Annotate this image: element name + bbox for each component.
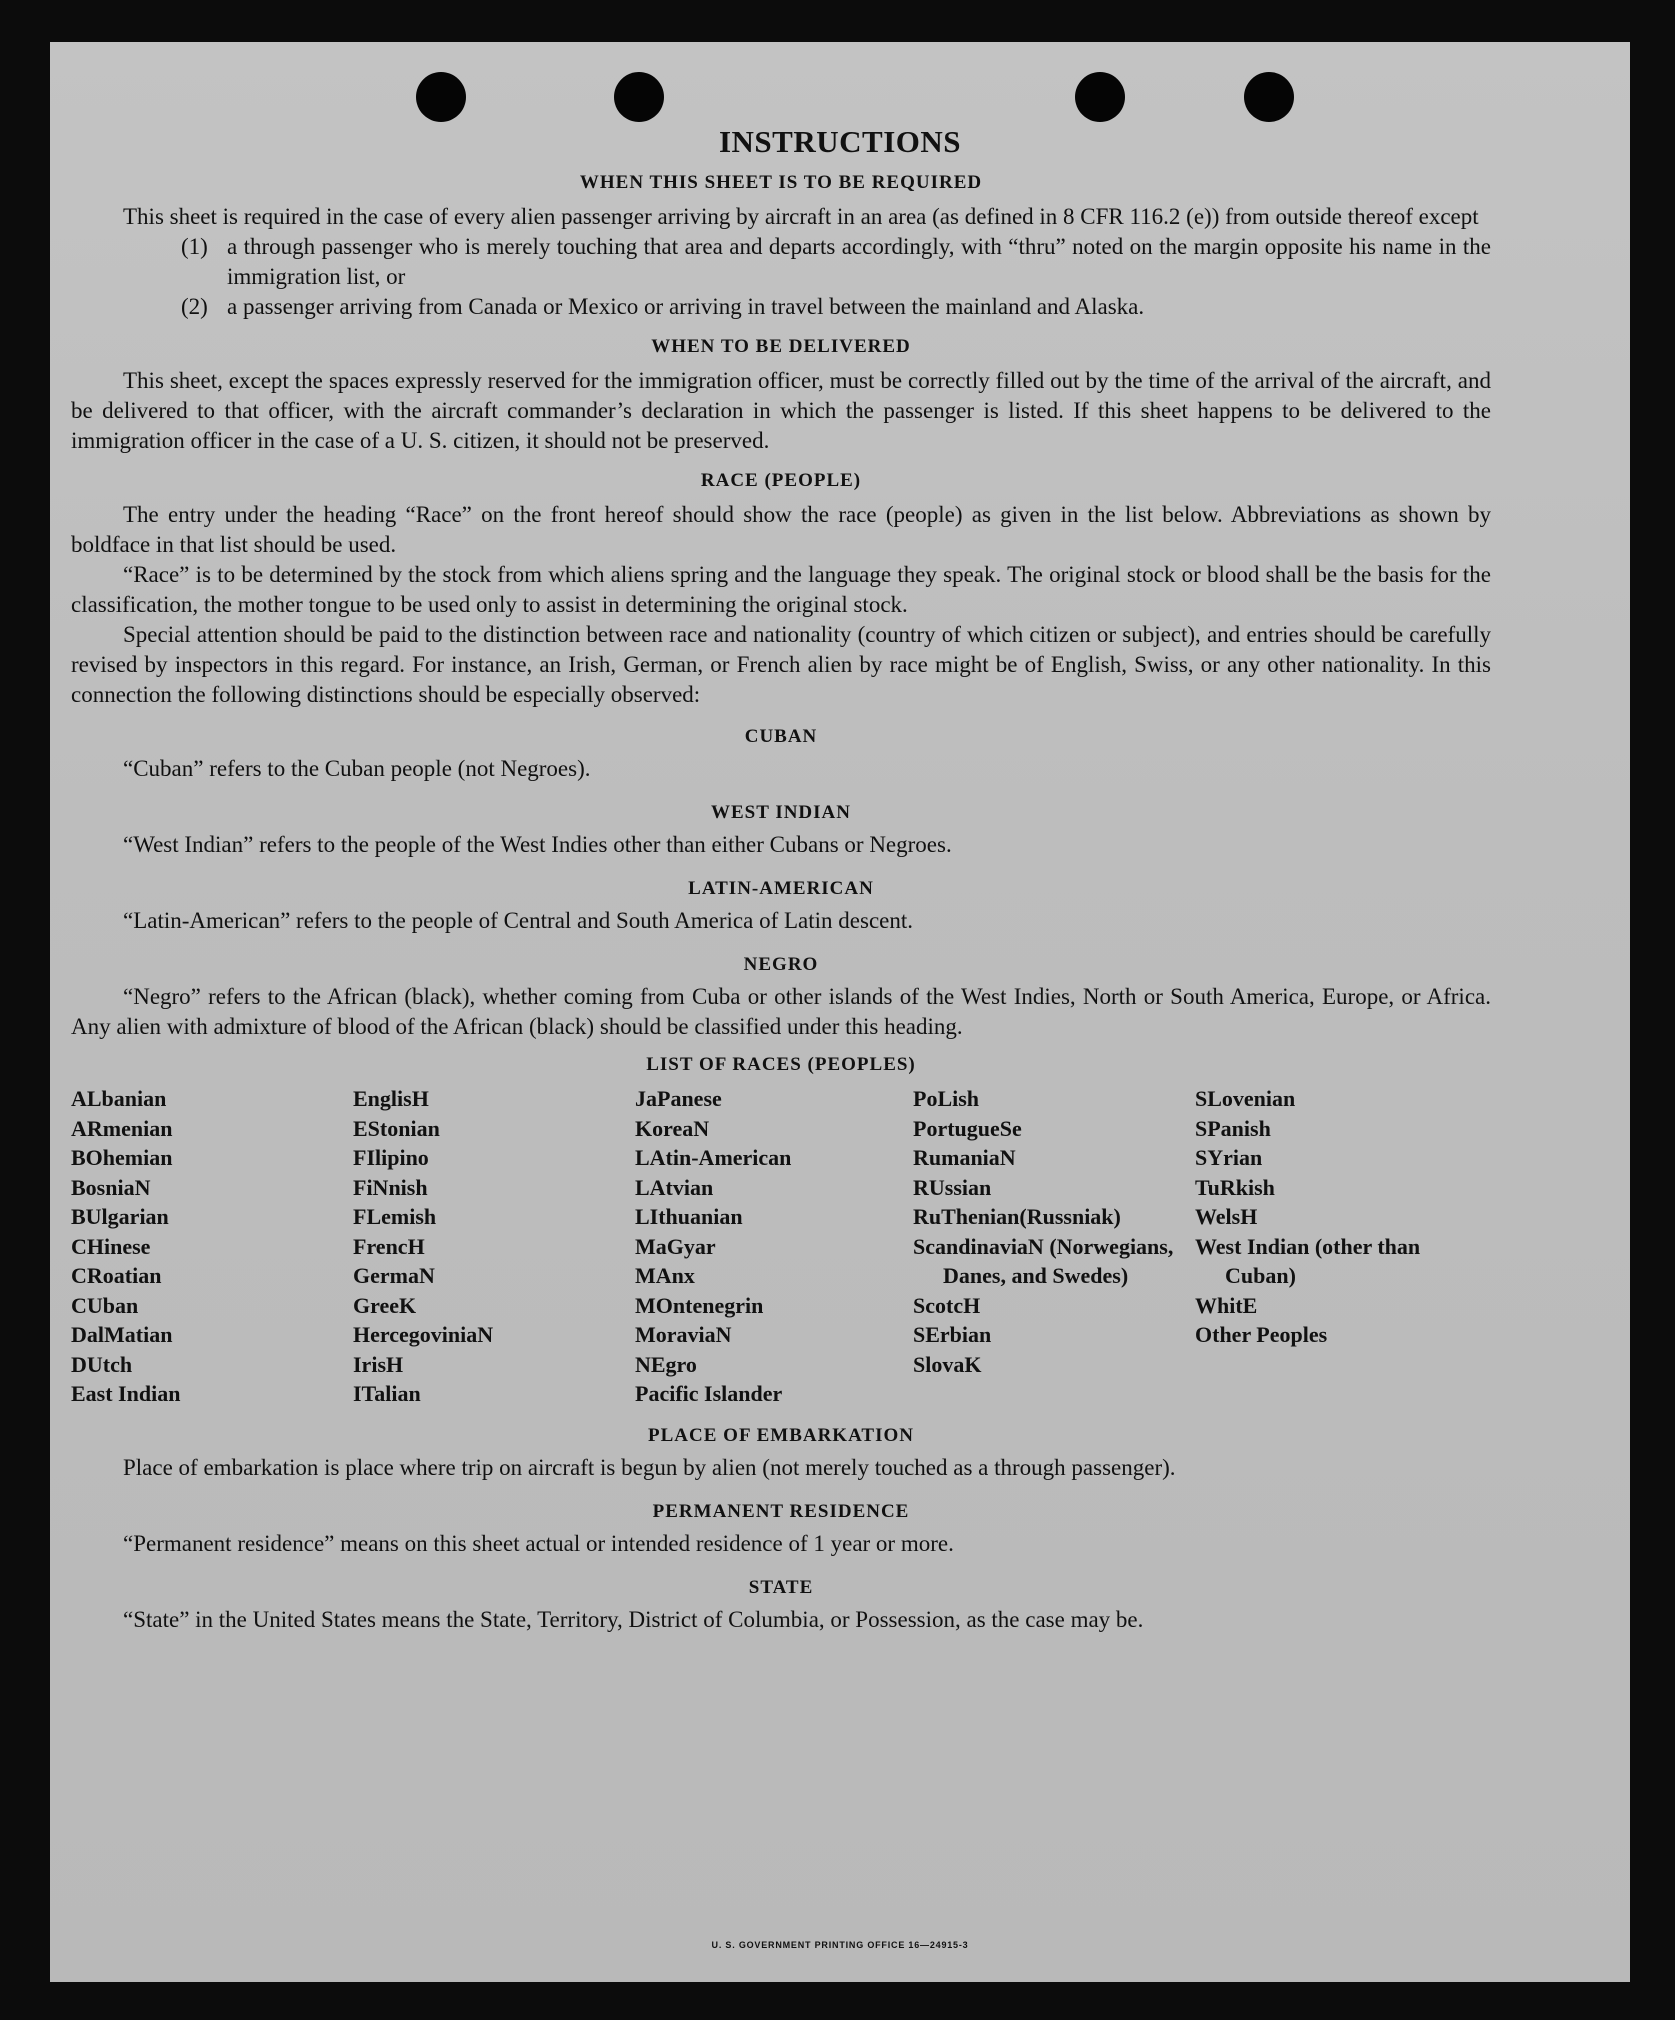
- item-number: (1): [181, 234, 208, 259]
- heading-latin-american: LATIN-AMERICAN: [688, 878, 874, 899]
- latin-american-text: “Latin-American” refers to the people of Central and South America of Latin descent.: [123, 908, 913, 933]
- race-item: LIthuanian: [635, 1204, 743, 1229]
- negro-text: “Negro” refers to the African (black), whether coming from Cuba or other islands of the West Indies, North or South America, Europe, or Africa. Any alien with admixture of blood of the African (black) should be classified under this heading.: [71, 984, 1491, 1039]
- race-paragraph-3: Special attention should be paid to the distinction between race and nationality (country of which citizen or subject), and entries should be carefully revised by inspectors in this regard. For instance, an Irish, German, or French alien by race might be of English, Swiss, or any other nationality. In this connection the following distinctions should be especially observed:: [71, 622, 1491, 707]
- race-item: West Indian (other than Cuban): [1195, 1233, 1421, 1288]
- race-item: LAtin-American: [635, 1145, 792, 1170]
- race-item: GreeK: [353, 1292, 417, 1318]
- race-item: HercegoviniaN: [353, 1322, 494, 1347]
- race-item: CUban: [71, 1292, 139, 1318]
- heading-west-indian: WEST INDIAN: [711, 802, 851, 823]
- race-item: SYrian: [1195, 1145, 1263, 1170]
- cuban-text: “Cuban” refers to the Cuban people (not Negroes).: [123, 756, 591, 781]
- race-item: ALbanian: [71, 1086, 167, 1111]
- race-item: RuThenian(Russniak): [913, 1204, 1121, 1229]
- state-text: “State” in the United States means the State, Territory, District of Columbia, or Possession, as the case may be.: [123, 1606, 1144, 1632]
- race-item: SPanish: [1195, 1115, 1271, 1141]
- item-number: (2): [181, 294, 208, 319]
- race-item: RUssian: [913, 1174, 992, 1200]
- race-column: [71, 1084, 353, 1409]
- race-item: EStonian: [353, 1115, 440, 1141]
- race-item: WelsH: [1195, 1204, 1258, 1229]
- race-item: MOntenegrin: [635, 1292, 764, 1318]
- race-item: TuRkish: [1195, 1174, 1275, 1200]
- race-item: PoLish: [913, 1086, 980, 1111]
- race-column: [635, 1084, 913, 1409]
- required-intro: This sheet is required in the case of every alien passenger arriving by aircraft in an area (as defined in 8 CFR 116.2 (e)) from outside thereof except: [123, 204, 1479, 229]
- heading-permanent-residence: PERMANENT RESIDENCE: [652, 1500, 910, 1522]
- punch-hole: [1075, 72, 1125, 122]
- races-list: [71, 1084, 1491, 1409]
- race-item: FrencH: [353, 1233, 425, 1259]
- race-item: FLemish: [353, 1204, 437, 1229]
- race-item: East Indian: [71, 1381, 181, 1406]
- heading-cuban: CUBAN: [744, 726, 818, 747]
- race-item: RumaniaN: [913, 1145, 1016, 1170]
- embarkation-text: Place of embarkation is place where trip on aircraft is begun by alien (not merely touched as a through passenger).: [123, 1454, 1176, 1480]
- race-item: FiNnish: [353, 1174, 428, 1200]
- delivered-text: This sheet, except the spaces expressly reserved for the immigration officer, must be correctly filled out by the time of the arrival of the aircraft, and be delivered to that officer, with the aircraft commander’s declaration in which the passenger is listed. If this sheet happens to be delivered to the immigration officer in the case of a U. S. citizen, it should not be preserved.: [71, 368, 1491, 453]
- race-item: SErbian: [913, 1322, 992, 1347]
- race-item: JaPanese: [635, 1086, 722, 1111]
- race-paragraph-2: “Race” is to be determined by the stock from which aliens spring and the language they speak. The original stock or blood shall be the basis for the classification, the mother tongue to be used only to assist in determining the original stock.: [71, 562, 1491, 617]
- instructions-body: [71, 168, 1491, 1635]
- race-item: LAtvian: [635, 1174, 714, 1200]
- race-column: [913, 1084, 1195, 1409]
- race-paragraph-1: The entry under the heading “Race” on the front hereof should show the race (people) as given in the list below. Abbreviations as shown by boldface in that list should be used.: [71, 502, 1491, 557]
- residence-text: “Permanent residence” means on this sheet actual or intended residence of 1 year or more.: [123, 1530, 954, 1556]
- heading-when-delivered: WHEN TO BE DELIVERED: [651, 336, 911, 357]
- heading-race: RACE (PEOPLE): [700, 470, 862, 491]
- race-item: ITalian: [353, 1381, 421, 1406]
- race-item: BOhemian: [71, 1145, 173, 1170]
- heading-list-of-races: LIST OF RACES (PEOPLES): [646, 1054, 916, 1075]
- race-item: BUlgarian: [71, 1204, 169, 1229]
- printing-office-footer: U. S. GOVERNMENT PRINTING OFFICE 16—24915-3: [711, 1940, 969, 1950]
- race-item: DalMatian: [71, 1322, 173, 1347]
- exception-list: [181, 232, 1491, 322]
- race-item: KoreaN: [635, 1115, 710, 1141]
- race-column: [1195, 1084, 1485, 1409]
- race-item: DUtch: [71, 1351, 133, 1377]
- west-indian-text: “West Indian” refers to the people of the West Indies other than either Cubans or Negroes.: [123, 832, 952, 857]
- race-item: GermaN: [353, 1263, 435, 1288]
- punch-hole: [1244, 72, 1294, 122]
- race-item: Other Peoples: [1195, 1322, 1328, 1347]
- heading-embarkation: PLACE OF EMBARKATION: [648, 1424, 914, 1446]
- race-item: MoraviaN: [635, 1322, 732, 1347]
- item-text: a through passenger who is merely touching that area and departs accordingly, with “thru” noted on the margin opposite his name in the immigration list, or: [227, 234, 1491, 289]
- race-item: FIlipino: [353, 1145, 429, 1170]
- race-item: ARmenian: [71, 1115, 173, 1141]
- race-item: ScotcH: [913, 1292, 981, 1318]
- list-item: [181, 292, 1491, 322]
- race-item: ScandinaviaN (Norwegians, Danes, and Swedes): [913, 1233, 1174, 1288]
- page-title: INSTRUCTIONS: [718, 124, 961, 159]
- race-item: MaGyar: [635, 1233, 716, 1259]
- instruction-sheet: [50, 42, 1630, 1982]
- race-column: [353, 1084, 635, 1409]
- punch-hole: [416, 72, 466, 122]
- heading-when-required: WHEN THIS SHEET IS TO BE REQUIRED: [579, 172, 983, 193]
- race-item: NEgro: [635, 1351, 697, 1377]
- race-item: SLovenian: [1195, 1086, 1296, 1111]
- heading-state: STATE: [748, 1576, 814, 1598]
- heading-negro: NEGRO: [743, 954, 819, 975]
- punch-hole: [614, 72, 664, 122]
- race-item: Pacific Islander: [635, 1381, 783, 1406]
- race-item: SlovaK: [913, 1351, 982, 1377]
- race-item: BosniaN: [71, 1174, 151, 1200]
- item-text: a passenger arriving from Canada or Mexico or arriving in travel between the mainland and Alaska.: [227, 294, 1145, 319]
- race-item: MAnx: [635, 1263, 695, 1288]
- race-item: EnglisH: [353, 1086, 429, 1111]
- list-item: [181, 232, 1491, 292]
- race-item: IrisH: [353, 1351, 404, 1377]
- race-item: WhitE: [1195, 1292, 1258, 1318]
- race-item: CHinese: [71, 1233, 151, 1259]
- race-item: CRoatian: [71, 1263, 162, 1288]
- race-item: PortugueSe: [913, 1115, 1022, 1141]
